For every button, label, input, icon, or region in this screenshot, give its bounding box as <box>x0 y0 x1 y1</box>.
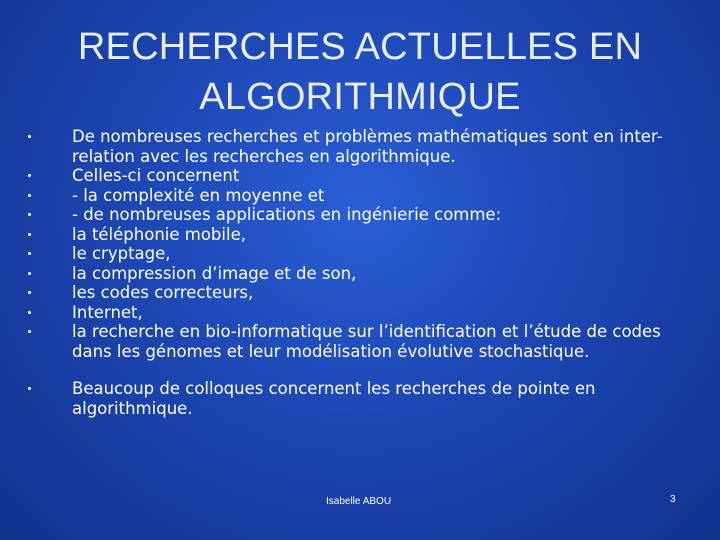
bullet-text: le cryptage, <box>72 244 171 263</box>
bullet-item <box>28 127 688 166</box>
bullet-item <box>28 322 688 361</box>
bullet-dot-icon <box>28 291 31 294</box>
bullet-text: Internet, <box>72 302 143 322</box>
bullet-text: la compression d’image et de son, <box>72 263 357 283</box>
bullet-dot-icon <box>28 213 31 216</box>
bullet-text: - de nombreuses applications en ingénierie comme: <box>72 205 502 224</box>
bullet-item <box>28 303 688 323</box>
bullet-item <box>28 283 688 303</box>
bullet-dot-icon <box>28 311 31 314</box>
bullet-text: la téléphonie mobile, <box>72 224 246 244</box>
bullet-text: la recherche en bio-informatique sur l’identification et l’étude de codes dans les génomes et leur modélisation évolutive stochastique. <box>72 322 661 361</box>
bullet-text: - la complexité en moyenne et <box>72 185 325 205</box>
bullet-text: Beaucoup de colloques concernent les recherches de pointe en algorithmique. <box>72 379 596 418</box>
bullet-dot-icon <box>28 135 31 138</box>
bullet-dot-icon <box>28 194 31 197</box>
bullet-dot-icon <box>28 233 31 236</box>
bullet-item <box>28 244 688 264</box>
bullet-item <box>28 264 688 284</box>
slide-title-line-2: ALGORITHMIQUE <box>199 76 521 118</box>
bullet-item <box>28 225 688 245</box>
bullet-dot-icon <box>28 387 31 390</box>
bullet-item <box>28 205 688 225</box>
slide-title-line-1: RECHERCHES ACTUELLES EN <box>77 26 643 68</box>
bullet-dot-icon <box>28 272 31 275</box>
bullet-dot-icon <box>28 330 31 333</box>
bullet-item <box>28 186 688 206</box>
slide-title <box>40 22 680 122</box>
bullet-list <box>28 127 688 418</box>
page-number: 3 <box>670 494 676 505</box>
bullet-item <box>28 379 688 418</box>
bullet-text: Celles-ci concernent <box>72 166 240 185</box>
bullet-item <box>28 166 688 186</box>
bullet-text: De nombreuses recherches et problèmes mathématiques sont en inter-relation avec les recherches en algorithmique. <box>72 127 663 166</box>
bullet-dot-icon <box>28 174 31 177</box>
bullet-dot-icon <box>28 252 31 255</box>
bullet-text: les codes correcteurs, <box>72 283 254 302</box>
footer-author: Isabelle ABOU <box>326 496 392 507</box>
